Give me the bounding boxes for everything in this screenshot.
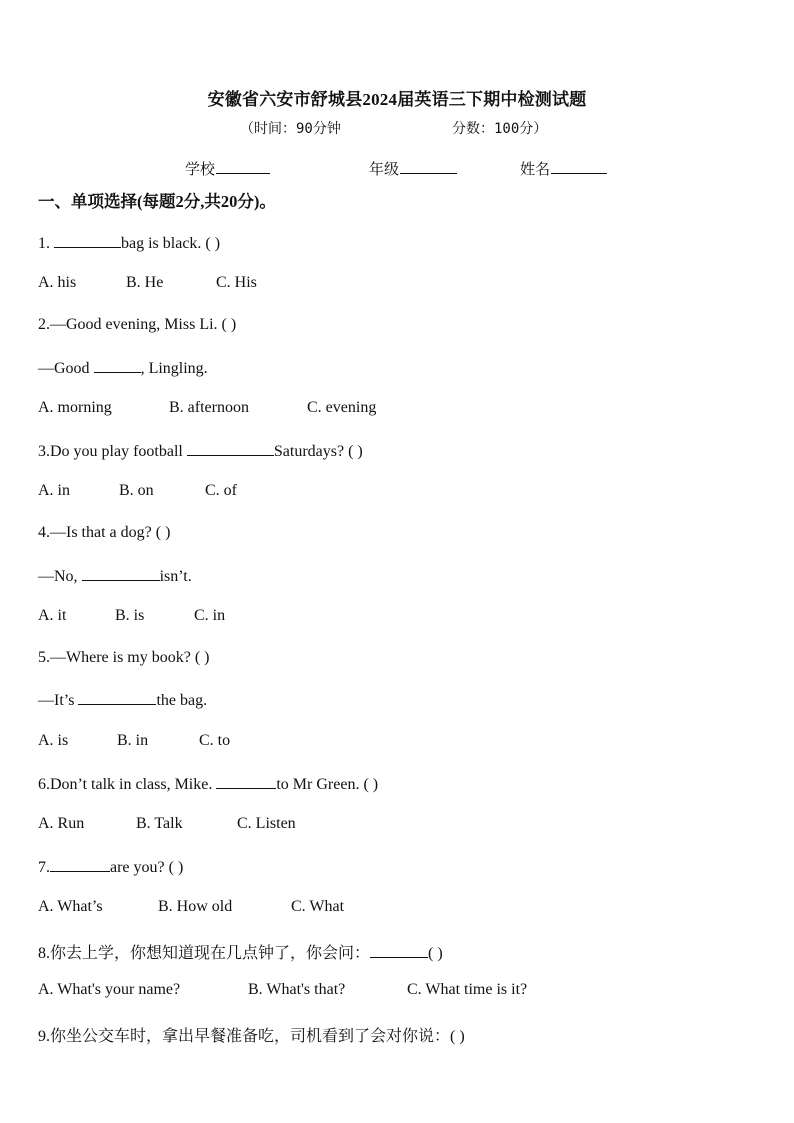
q4-option-c[interactable]: C. in	[194, 607, 226, 624]
school-field[interactable]	[185, 158, 270, 179]
q3-option-b[interactable]: B. on	[119, 482, 154, 499]
q7-blank[interactable]	[50, 857, 110, 872]
q8-option-c[interactable]: C. What time is it?	[407, 981, 528, 998]
q6-option-c[interactable]: C. Listen	[237, 815, 296, 832]
grade-field[interactable]	[369, 158, 457, 179]
question-9: 9.你坐公交车时，拿出早餐准备吃，司机看到了会对你说：( )	[38, 1028, 465, 1045]
q6-option-b[interactable]: B. Talk	[136, 815, 183, 832]
section-title: 一、单项选择(每题2分,共20分)。	[38, 192, 276, 211]
q8-blank[interactable]	[370, 943, 428, 958]
question-5: 5.—Where is my book? ( )	[38, 649, 210, 666]
name-blank[interactable]	[551, 158, 607, 174]
grade-label: 年级	[369, 162, 400, 178]
q1-option-a[interactable]: A. his	[38, 274, 77, 291]
q7-option-b[interactable]: B. How old	[158, 898, 233, 915]
q2-blank[interactable]	[94, 358, 141, 373]
school-blank[interactable]	[216, 158, 270, 174]
q2-option-a[interactable]: A. morning	[38, 399, 112, 416]
q3-option-a[interactable]: A. in	[38, 482, 70, 499]
q1-blank[interactable]	[54, 233, 121, 248]
exam-title: 安徽省六安市舒城县2024届英语三下期中检测试题	[207, 90, 587, 109]
question-2-reply: —Good , Lingling.	[38, 360, 208, 377]
q4-blank[interactable]	[82, 566, 160, 581]
q5-option-a[interactable]: A. is	[38, 732, 69, 749]
question-6: 6.Don’t talk in class, Mike. to Mr Green. ( )	[38, 776, 379, 793]
q6-option-a[interactable]: A. Run	[38, 815, 85, 832]
grade-blank[interactable]	[400, 158, 457, 174]
q5-option-b[interactable]: B. in	[117, 732, 149, 749]
exam-score: 分数：100分）	[452, 121, 548, 137]
q5-blank[interactable]	[78, 690, 156, 705]
q4-option-b[interactable]: B. is	[115, 607, 145, 624]
question-7: 7. are you? ( )	[38, 859, 184, 876]
name-field[interactable]	[520, 158, 607, 179]
question-1: 1. bag is black. ( )	[38, 235, 221, 252]
q4-option-a[interactable]: A. it	[38, 607, 67, 624]
q2-option-c[interactable]: C. evening	[307, 399, 377, 416]
q7-option-a[interactable]: A. What’s	[38, 898, 103, 915]
exam-time: （时间：90分钟	[240, 121, 341, 137]
q8-option-a[interactable]: A. What's your name?	[38, 981, 181, 998]
q2-option-b[interactable]: B. afternoon	[169, 399, 249, 416]
name-label: 姓名	[520, 162, 551, 178]
question-8: 8.你去上学，你想知道现在几点钟了，你会问： ( )	[38, 945, 443, 962]
question-2: 2.—Good evening, Miss Li. ( )	[38, 316, 237, 333]
q1-option-c[interactable]: C. His	[216, 274, 257, 291]
q8-option-b[interactable]: B. What's that?	[248, 981, 346, 998]
question-4-reply: —No, isn’t.	[38, 568, 192, 585]
q3-blank[interactable]	[187, 441, 274, 456]
q3-option-c[interactable]: C. of	[205, 482, 237, 499]
school-label: 学校	[185, 162, 216, 178]
q5-option-c[interactable]: C. to	[199, 732, 231, 749]
question-3: 3.Do you play football Saturdays? ( )	[38, 443, 363, 460]
q6-blank[interactable]	[216, 774, 276, 789]
question-4: 4.—Is that a dog? ( )	[38, 524, 171, 541]
q1-option-b[interactable]: B. He	[126, 274, 164, 291]
question-5-reply: —It’s the bag.	[38, 692, 208, 709]
q7-option-c[interactable]: C. What	[291, 898, 345, 915]
